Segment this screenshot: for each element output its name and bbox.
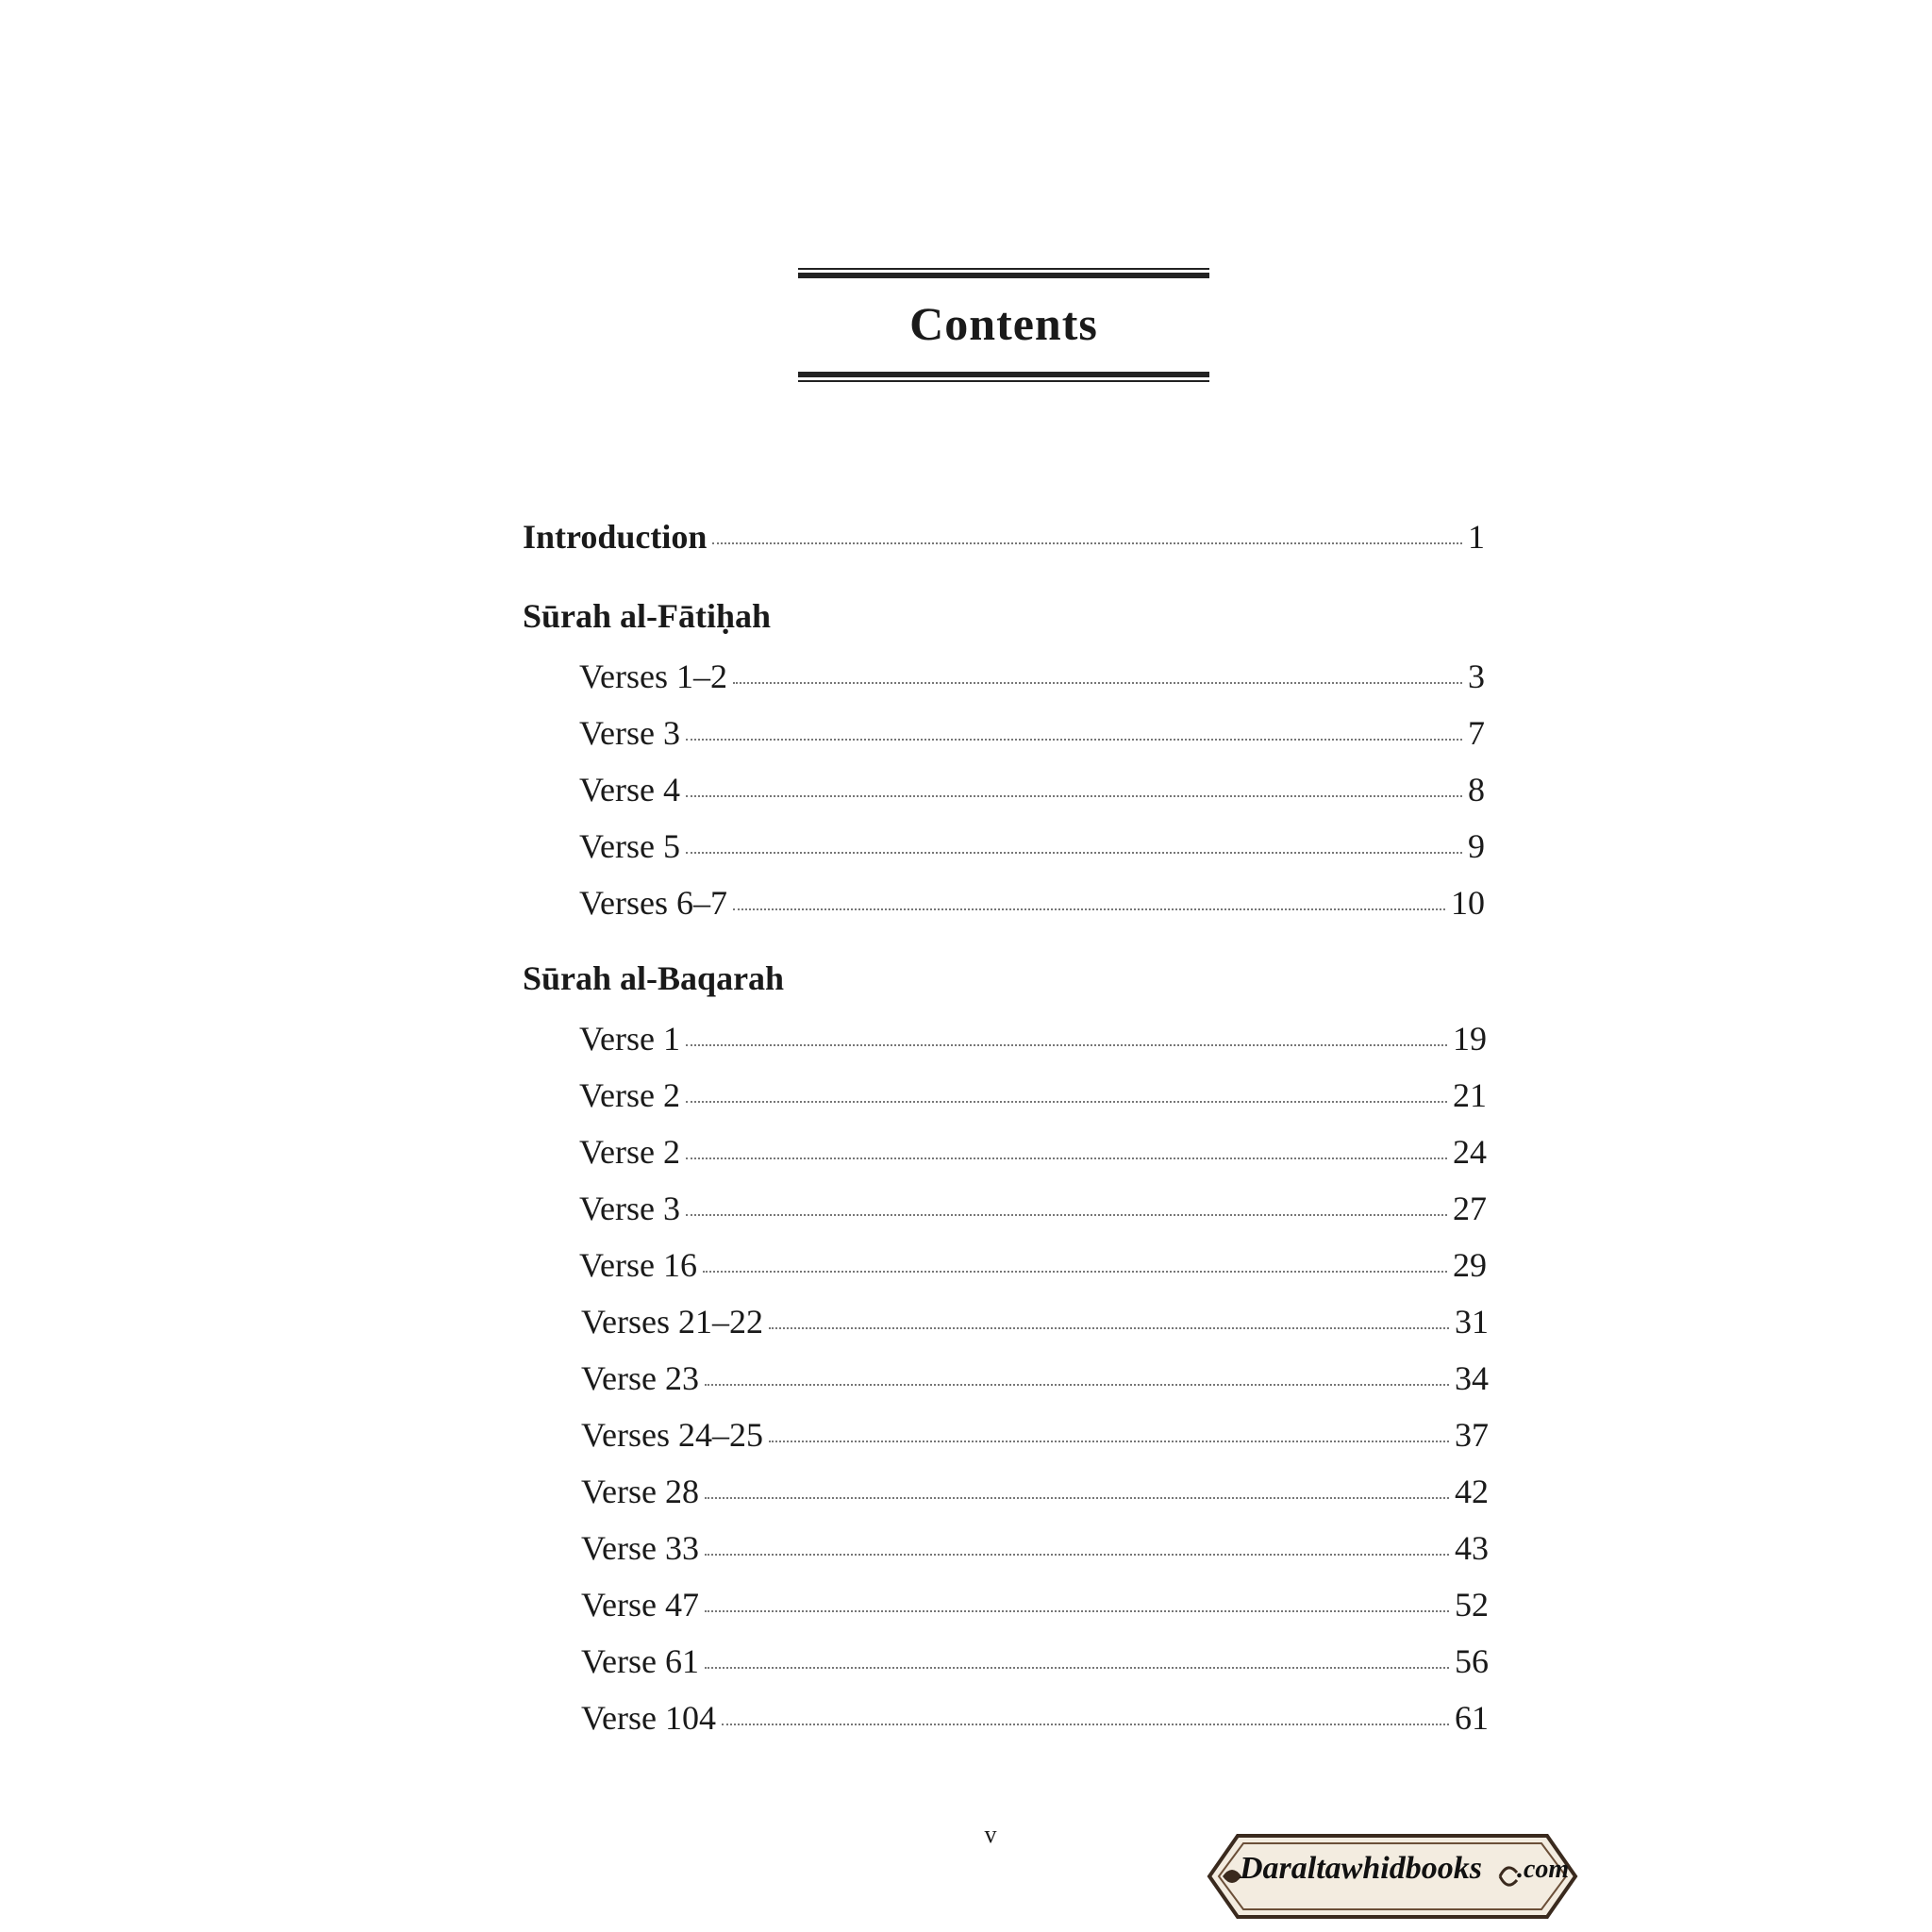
toc-entry-page: 34 — [1455, 1359, 1489, 1397]
dot-leader — [686, 739, 1462, 741]
toc-entry[interactable] — [579, 770, 1485, 813]
toc-entry-page: 3 — [1468, 658, 1485, 695]
dot-leader — [705, 1554, 1449, 1556]
toc-entry-label: Verse 3 — [579, 1190, 680, 1227]
toc-entry[interactable] — [579, 657, 1485, 700]
toc-entry-label: Verse 1 — [579, 1020, 680, 1058]
toc-entry-label: Verse 3 — [579, 714, 680, 752]
toc-entry-introduction[interactable] — [523, 517, 1485, 560]
toc-entry[interactable] — [579, 1132, 1487, 1175]
toc-entry[interactable] — [581, 1358, 1489, 1402]
toc-entry-page: 52 — [1455, 1586, 1489, 1624]
dot-leader — [769, 1441, 1449, 1442]
toc-entry-page: 37 — [1455, 1416, 1489, 1454]
dot-leader — [769, 1327, 1449, 1329]
page-number: v — [984, 1821, 997, 1848]
toc-entry[interactable] — [581, 1302, 1489, 1345]
dot-leader — [733, 682, 1462, 684]
toc-entry-label: Introduction — [523, 518, 708, 556]
toc-entry-label: Verse 16 — [579, 1246, 697, 1284]
toc-entry-label: Verse 47 — [581, 1586, 699, 1624]
toc-entry-page: 21 — [1453, 1076, 1487, 1114]
toc-entry-label: Verses 1–2 — [579, 658, 727, 695]
toc-entry-page: 1 — [1468, 518, 1485, 556]
toc-entry[interactable] — [581, 1641, 1489, 1685]
watermark-name: Daraltawhidbooks — [1240, 1851, 1482, 1886]
toc-entry-label: Verse 23 — [581, 1359, 699, 1397]
toc-entry[interactable] — [579, 1189, 1487, 1232]
toc-entry-page: 31 — [1455, 1303, 1489, 1341]
toc-entry-page: 10 — [1451, 884, 1485, 922]
dot-leader — [722, 1724, 1449, 1725]
toc-entry-label: Verse 2 — [579, 1133, 680, 1171]
toc-entry-page: 27 — [1453, 1190, 1487, 1227]
dot-leader — [686, 1044, 1447, 1046]
dot-leader — [686, 1158, 1447, 1159]
toc-entry-label: Verse 28 — [581, 1473, 699, 1510]
dot-leader — [686, 1214, 1447, 1216]
toc-entry[interactable] — [579, 1245, 1487, 1289]
toc-entry-label: Verse 5 — [579, 827, 680, 865]
toc-entry-label: Verses 24–25 — [581, 1416, 763, 1454]
toc-entry[interactable] — [581, 1415, 1489, 1458]
toc-entry-page: 24 — [1453, 1133, 1487, 1171]
toc-entry-page: 9 — [1468, 827, 1485, 865]
toc-entry-label: Verse 33 — [581, 1529, 699, 1567]
watermark-badge — [1200, 1826, 1585, 1926]
toc-entry[interactable] — [579, 1019, 1487, 1062]
dot-leader — [703, 1271, 1447, 1273]
dot-leader — [705, 1667, 1449, 1669]
toc-entry[interactable] — [581, 1528, 1489, 1572]
dot-leader — [712, 542, 1462, 544]
dot-leader — [705, 1497, 1449, 1499]
dot-leader — [686, 852, 1462, 854]
toc-entry-label: Verse 2 — [579, 1076, 680, 1114]
toc-entry-label: Verses 21–22 — [581, 1303, 763, 1341]
toc-entry[interactable] — [579, 883, 1485, 926]
section-heading-fatihah: Sūrah al-Fātiḥah — [523, 597, 772, 635]
toc-entry-label: Verses 6–7 — [579, 884, 727, 922]
toc-entry-page: 43 — [1455, 1529, 1489, 1567]
toc-entry[interactable] — [579, 826, 1485, 870]
toc-entry[interactable] — [581, 1585, 1489, 1628]
dot-leader — [733, 908, 1445, 910]
watermark-suffix: .com — [1517, 1855, 1570, 1884]
section-heading-baqarah: Sūrah al-Baqarah — [523, 959, 785, 997]
toc-entry[interactable] — [579, 1075, 1487, 1119]
dot-leader — [686, 795, 1462, 797]
toc-entry-page: 56 — [1455, 1642, 1489, 1680]
toc-entry-page: 8 — [1468, 771, 1485, 808]
toc-entry-label: Verse 61 — [581, 1642, 699, 1680]
toc-entry-page: 29 — [1453, 1246, 1487, 1284]
toc-entry-page: 19 — [1453, 1020, 1487, 1058]
toc-entry-page: 42 — [1455, 1473, 1489, 1510]
toc-entry[interactable] — [579, 713, 1485, 757]
toc-entry-label: Verse 104 — [581, 1699, 716, 1737]
toc-entry[interactable] — [581, 1698, 1489, 1741]
toc-entry-label: Verse 4 — [579, 771, 680, 808]
dot-leader — [705, 1610, 1449, 1612]
toc-entry-page: 7 — [1468, 714, 1485, 752]
dot-leader — [686, 1101, 1447, 1103]
dot-leader — [705, 1384, 1449, 1386]
toc-entry-page: 61 — [1455, 1699, 1489, 1737]
toc-entry[interactable] — [581, 1472, 1489, 1515]
page-title: Contents — [909, 297, 1098, 350]
